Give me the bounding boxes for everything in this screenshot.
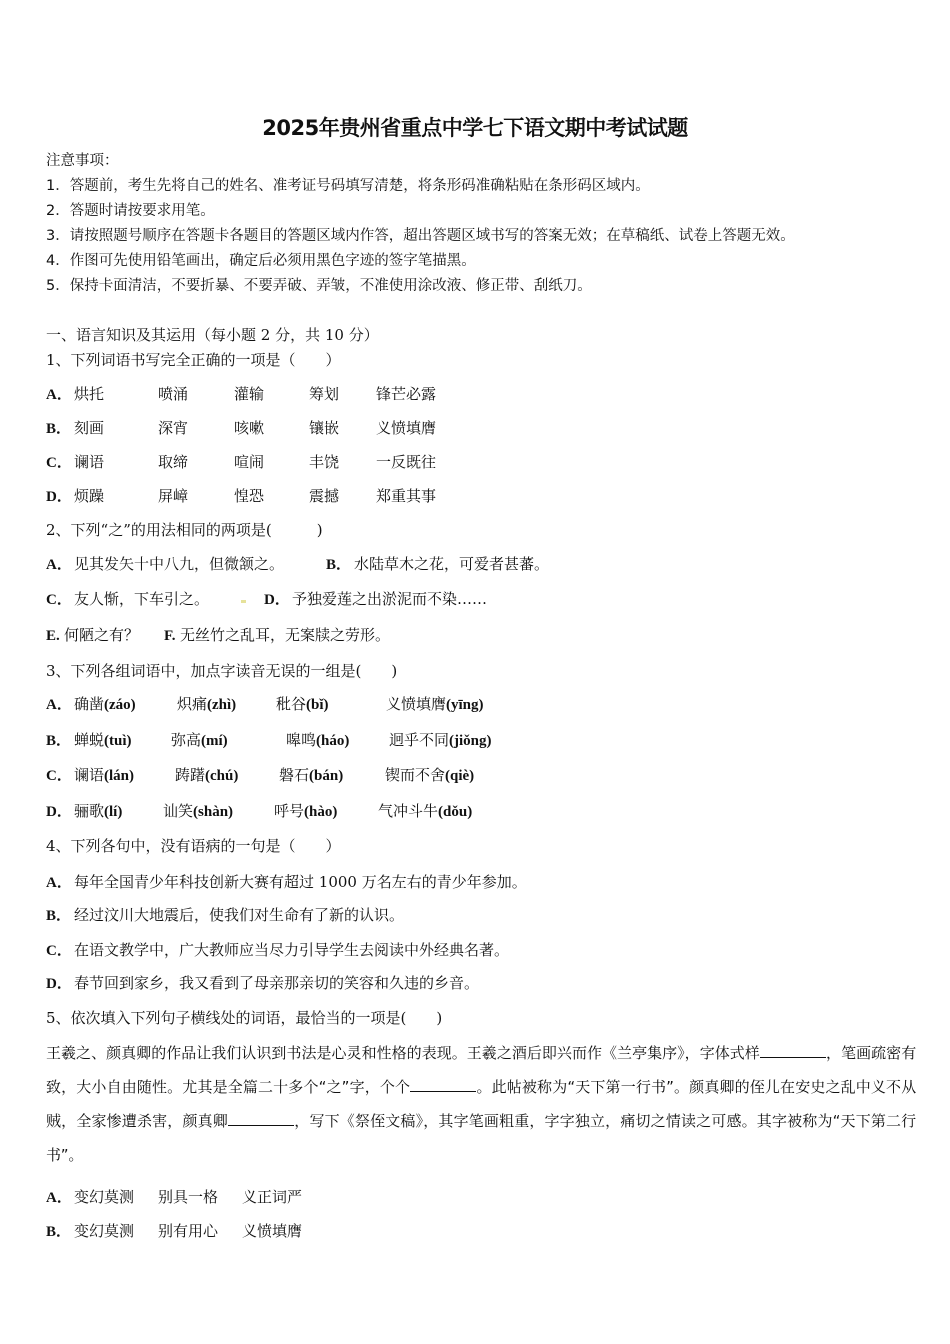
word: 骊歌 bbox=[74, 802, 105, 820]
question-4-option-b bbox=[46, 905, 404, 926]
option-label: B． bbox=[46, 421, 72, 437]
word: 磐石 bbox=[279, 766, 310, 784]
notice-heading: 注意事项： bbox=[46, 153, 119, 169]
word: 嗥鸣 bbox=[286, 731, 317, 749]
question-2-option-c bbox=[46, 589, 209, 610]
passage-part-3: 。此帖被称为“天下第一行书”。颜真卿的侄儿在安史之乱中义不从贼，全家惨遭杀害，颜真卿 bbox=[46, 1078, 916, 1130]
word: 谰语 bbox=[74, 453, 105, 471]
word: 义正词严 bbox=[242, 1188, 303, 1206]
word: 咳嗽 bbox=[234, 419, 265, 437]
word: 秕谷 bbox=[276, 695, 307, 713]
question-2-option-a bbox=[46, 554, 284, 575]
pinyin: (lán) bbox=[104, 768, 135, 784]
word: 一反既往 bbox=[376, 453, 437, 471]
word: 义愤填膺 bbox=[376, 419, 437, 437]
word: 踌躇 bbox=[175, 766, 206, 784]
pinyin: (zhì) bbox=[207, 697, 237, 713]
option-label: D． bbox=[264, 592, 290, 608]
pinyin: (qiè) bbox=[445, 768, 475, 784]
word: 取缔 bbox=[158, 453, 189, 471]
option-label: D． bbox=[46, 489, 72, 505]
option-label: C． bbox=[46, 943, 72, 959]
word: 郑重其事 bbox=[376, 487, 437, 505]
option-label: B． bbox=[46, 733, 72, 749]
scan-artifact-mark bbox=[241, 600, 246, 603]
word: 呼号 bbox=[274, 802, 305, 820]
word: 气冲斗牛 bbox=[378, 802, 439, 820]
section-heading: 一、语言知识及其运用（每小题 2 分，共 10 分） bbox=[46, 326, 379, 344]
notice-item-4: 4．作图可先使用铅笔画出，确定后必须用黑色字迹的签字笔描黑。 bbox=[46, 253, 476, 269]
word: 别具一格 bbox=[158, 1188, 219, 1206]
question-3-stem: 3、下列各组词语中，加点字读音无误的一组是( ) bbox=[46, 662, 398, 680]
word: 义愤填膺 bbox=[242, 1222, 303, 1240]
option-label: A． bbox=[46, 557, 72, 573]
word: 震撼 bbox=[309, 487, 340, 505]
question-2-option-e bbox=[46, 625, 139, 646]
notice-item-2: 2．答题时请按要求用笔。 bbox=[46, 203, 215, 219]
fill-blank-2 bbox=[410, 1077, 476, 1092]
option-label: A． bbox=[46, 1190, 72, 1206]
option-label: A． bbox=[46, 875, 72, 891]
word: 屏嶂 bbox=[158, 487, 189, 505]
option-text: 每年全国青少年科技创新大赛有超过 1000 万名左右的青少年参加。 bbox=[74, 873, 527, 891]
word: 喧闹 bbox=[234, 453, 265, 471]
option-text: 予独爱莲之出淤泥而不染…… bbox=[292, 590, 488, 608]
option-label: B． bbox=[46, 1224, 72, 1240]
passage-part-4: ，写下《祭侄文稿》，其字笔画粗重，字字独立，痛切之情读之可感。其字被称为“天下第二行书”。 bbox=[46, 1112, 916, 1164]
question-4-option-d bbox=[46, 973, 479, 994]
word: 锋芒必露 bbox=[376, 385, 437, 403]
word: 炽痛 bbox=[177, 695, 208, 713]
question-2-stem: 2、下列“之”的用法相同的两项是( ) bbox=[46, 521, 323, 539]
option-text: 在语文教学中，广大教师应当尽力引导学生去阅读中外经典名著。 bbox=[74, 941, 510, 959]
word: 喷涌 bbox=[158, 385, 189, 403]
page-title: 2025年贵州省重点中学七下语文期中考试试题 bbox=[262, 116, 688, 140]
pinyin: (tuì) bbox=[104, 733, 132, 749]
question-5-passage bbox=[46, 1036, 916, 1172]
word: 蝉蜕 bbox=[74, 731, 105, 749]
pinyin: (mí) bbox=[201, 733, 228, 749]
pinyin: (jiǒng) bbox=[449, 733, 492, 749]
pinyin: (bǐ) bbox=[306, 697, 329, 713]
option-text: 经过汶川大地震后，使我们对生命有了新的认识。 bbox=[74, 906, 405, 924]
word: 别有用心 bbox=[158, 1222, 219, 1240]
word: 讪笑 bbox=[163, 802, 194, 820]
word: 灌输 bbox=[234, 385, 265, 403]
passage-part-2: ，笔画疏密有致，大小自由随性。尤其是全篇二十多个“之”字，个个 bbox=[46, 1044, 916, 1096]
question-5-stem: 5、依次填入下列句子横线处的词语，最恰当的一项是( ) bbox=[46, 1009, 443, 1027]
word: 谰语 bbox=[74, 766, 105, 784]
question-2-option-b bbox=[326, 554, 549, 575]
fill-blank-3 bbox=[228, 1111, 294, 1126]
option-label: C． bbox=[46, 768, 72, 784]
option-label: D． bbox=[46, 804, 72, 820]
option-label: F. bbox=[164, 628, 176, 644]
word: 烘托 bbox=[74, 385, 105, 403]
word: 锲而不舍 bbox=[385, 766, 446, 784]
option-text: 水陆草木之花，可爱者甚蕃。 bbox=[354, 555, 550, 573]
option-text: 友人惭，下车引之。 bbox=[74, 590, 210, 608]
pinyin: (yīng) bbox=[446, 697, 484, 713]
notice-item-3: 3．请按照题号顺序在答题卡各题目的答题区域内作答，超出答题区域书写的答案无效；在草稿纸、试卷上答题无效。 bbox=[46, 228, 795, 244]
pinyin: (záo) bbox=[104, 697, 136, 713]
option-text: 无丝竹之乱耳，无案牍之劳形。 bbox=[180, 626, 391, 644]
option-label: D． bbox=[46, 976, 72, 992]
word: 烦躁 bbox=[74, 487, 105, 505]
question-1-stem: 1、下列词语书写完全正确的一项是（ ） bbox=[46, 351, 341, 369]
word: 镶嵌 bbox=[309, 419, 340, 437]
word: 确凿 bbox=[74, 695, 105, 713]
question-4-option-a bbox=[46, 872, 527, 893]
word: 刻画 bbox=[74, 419, 105, 437]
option-label: C． bbox=[46, 592, 72, 608]
pinyin: (hào) bbox=[304, 804, 338, 820]
pinyin: (lí) bbox=[104, 804, 123, 820]
pinyin: (chú) bbox=[205, 768, 239, 784]
pinyin: (háo) bbox=[316, 733, 350, 749]
passage-part-1: 王羲之、颜真卿的作品让我们认识到书法是心灵和性格的表现。王羲之酒后即兴而作《兰亭集序》，字体式样 bbox=[46, 1044, 760, 1062]
word: 深宵 bbox=[158, 419, 189, 437]
word: 变幻莫测 bbox=[74, 1188, 135, 1206]
option-label: E. bbox=[46, 628, 60, 644]
option-text: 见其发矢十中八九，但微颔之。 bbox=[74, 555, 285, 573]
pinyin: (bán) bbox=[309, 768, 344, 784]
fill-blank-1 bbox=[760, 1043, 826, 1058]
word: 丰饶 bbox=[309, 453, 340, 471]
word: 弥高 bbox=[171, 731, 202, 749]
pinyin: (shàn) bbox=[193, 804, 234, 820]
option-label: C． bbox=[46, 455, 72, 471]
option-label: A． bbox=[46, 387, 72, 403]
option-label: A． bbox=[46, 697, 72, 713]
word: 义愤填膺 bbox=[386, 695, 447, 713]
question-4-stem: 4、下列各句中，没有语病的一句是（ ） bbox=[46, 837, 341, 855]
question-2-option-f bbox=[164, 625, 390, 646]
word: 惶恐 bbox=[234, 487, 265, 505]
option-label: B． bbox=[46, 908, 72, 924]
option-text: 何陋之有？ bbox=[64, 626, 140, 644]
option-text: 春节回到家乡，我又看到了母亲那亲切的笑容和久违的乡音。 bbox=[74, 974, 480, 992]
option-label: B． bbox=[326, 557, 352, 573]
notice-item-5: 5．保持卡面清洁，不要折暴、不要弄破、弄皱，不准使用涂改液、修正带、刮纸刀。 bbox=[46, 278, 592, 294]
pinyin: (dǒu) bbox=[438, 804, 473, 820]
word: 变幻莫测 bbox=[74, 1222, 135, 1240]
notice-item-1: 1．答题前，考生先将自己的姓名、准考证号码填写清楚，将条形码准确粘贴在条形码区域内。 bbox=[46, 178, 650, 194]
question-2-option-d bbox=[264, 589, 487, 610]
question-4-option-c bbox=[46, 940, 509, 961]
word: 迥乎不同 bbox=[389, 731, 450, 749]
word: 筹划 bbox=[309, 385, 340, 403]
